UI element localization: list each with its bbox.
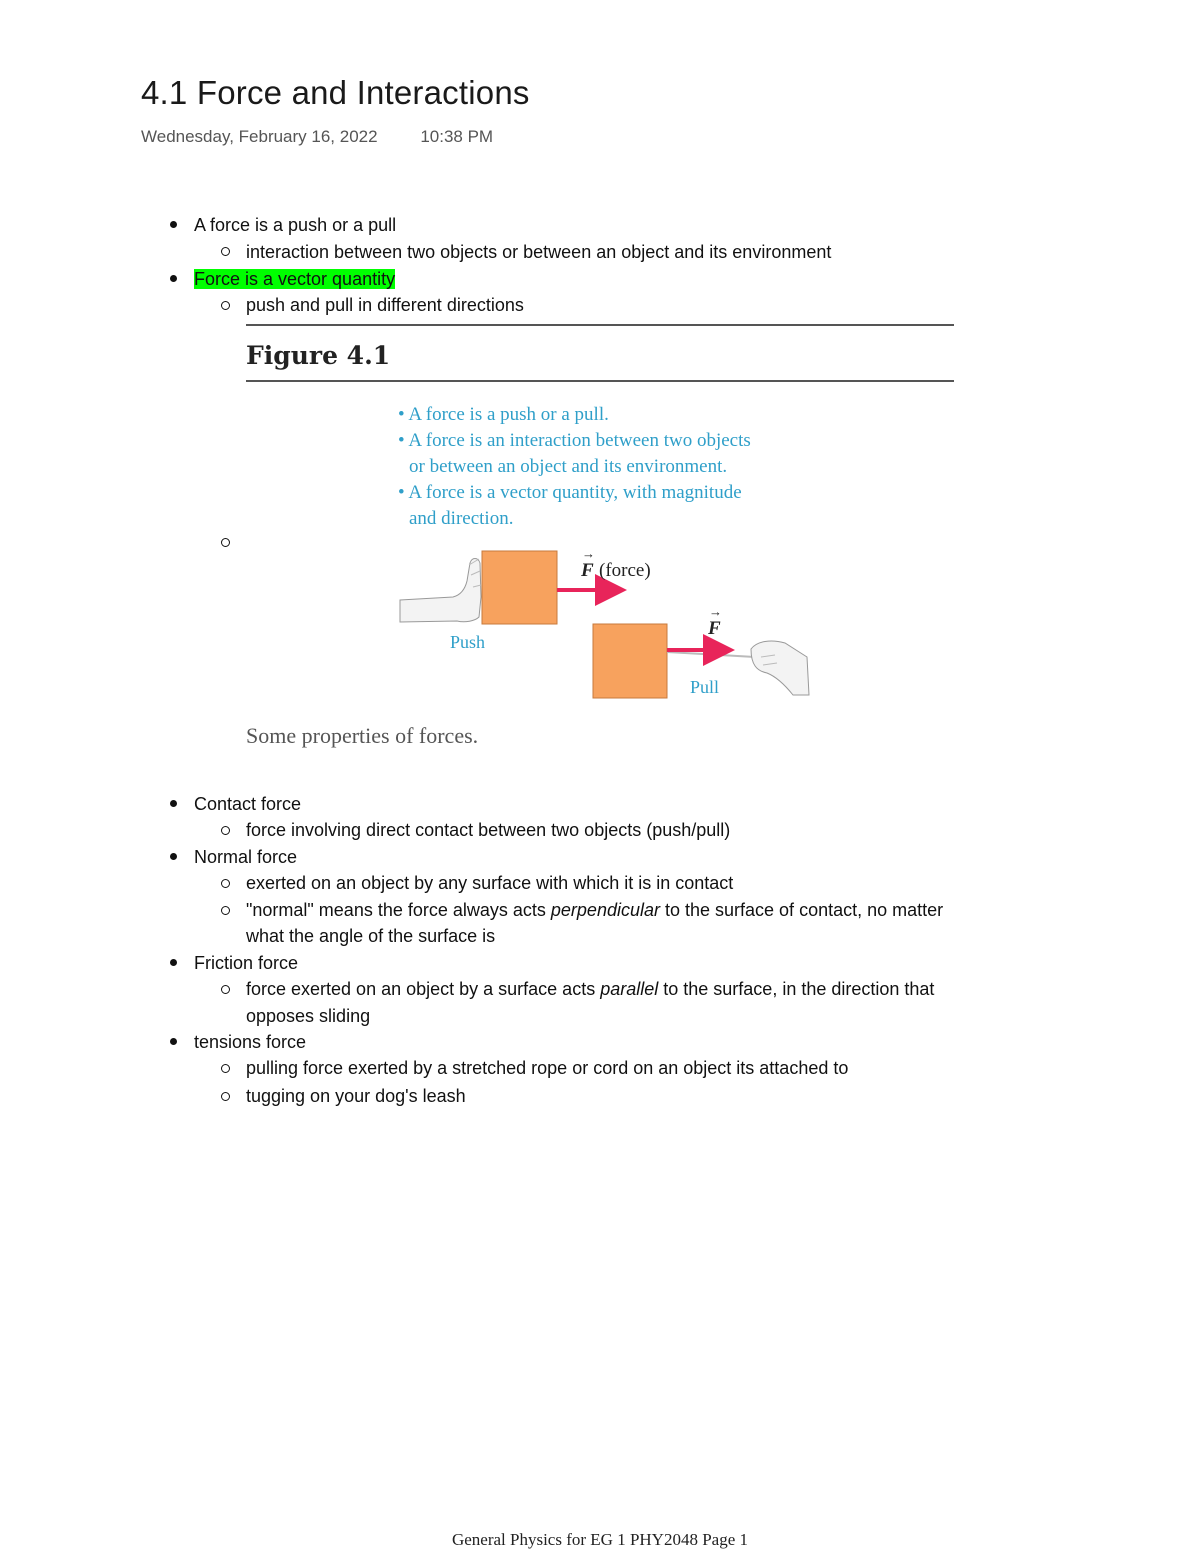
highlighted-text: Force is a vector quantity [194, 269, 396, 289]
vector-arrow-glyph: → [582, 546, 595, 561]
bullet-dot [170, 959, 177, 966]
bullet-circle [221, 247, 230, 256]
note-vector-quantity [194, 266, 395, 292]
text-segment: to the surface, in the direction that [658, 979, 935, 999]
figure-label: Figure 4.1 [246, 341, 391, 370]
figure-property: • A force is a vector quantity, with magnitude [398, 482, 742, 503]
force-label: (force) [599, 560, 651, 581]
note-tension-desc: pulling force exerted by a stretched rope or cord on an object its attached to [246, 1058, 849, 1078]
rope [667, 652, 755, 657]
bullet-circle [221, 826, 230, 835]
bullet-circle [221, 879, 230, 888]
vector-arrow-glyph: → [709, 604, 722, 619]
page-title: 4.1 Force and Interactions [141, 74, 530, 111]
push-box [482, 551, 557, 624]
page-time: 10:38 PM [420, 127, 494, 146]
note-normal-force: Normal force [194, 847, 298, 867]
note-friction-desc [246, 976, 934, 1002]
push-pull-diagram [395, 545, 815, 705]
bullet-dot [170, 853, 177, 860]
text-segment: force exerted on an object by a surface acts [246, 979, 601, 999]
bullet-circle [221, 985, 230, 994]
note-contact-desc: force involving direct contact between two objects (push/pull) [246, 820, 731, 840]
figure-property: • A force is a push or a pull. [398, 404, 609, 425]
figure-bottom-rule [246, 380, 954, 382]
text-segment: to the surface of contact, no matter [659, 900, 944, 920]
figure-properties [398, 402, 751, 532]
note-interaction: interaction between two objects or between an object and its environment [246, 242, 832, 262]
figure-property: and direction. [409, 508, 514, 529]
figure-property: • A force is an interaction between two objects [398, 430, 751, 451]
page-meta [141, 127, 493, 147]
page-date: Wednesday, February 16, 2022 [141, 127, 378, 146]
note-contact-force: Contact force [194, 794, 302, 814]
figure-property: or between an object and its environment. [409, 456, 728, 477]
bullet-circle [221, 1064, 230, 1073]
note-friction-desc-cont: opposes sliding [246, 1006, 371, 1026]
page-footer: General Physics for EG 1 PHY2048 Page 1 [451, 1530, 749, 1549]
note-tension-example: tugging on your dog's leash [246, 1086, 466, 1106]
figure-caption: Some properties of forces. [246, 723, 479, 748]
pushing-hand-icon [400, 559, 481, 623]
note-directions: push and pull in different directions [246, 295, 524, 315]
note-normal-meaning [246, 897, 943, 923]
emphasized-text: perpendicular [550, 900, 660, 920]
note-tension-force: tensions force [194, 1032, 307, 1052]
figure-top-rule [246, 324, 954, 326]
bullet-circle [221, 1092, 230, 1101]
bullet-circle [221, 906, 230, 915]
pull-label: Pull [690, 677, 720, 697]
pulling-hand-icon [751, 641, 809, 695]
note-friction-force: Friction force [194, 953, 299, 973]
bullet-circle [221, 301, 230, 310]
bullet-dot [170, 221, 177, 228]
note-push-pull: A force is a push or a pull [194, 215, 397, 235]
force-symbol: F [581, 560, 594, 581]
bullet-circle [221, 538, 230, 547]
bullet-dot [170, 275, 177, 282]
push-label: Push [450, 632, 486, 652]
force-symbol: F [708, 618, 721, 639]
text-segment: "normal" means the force always acts [246, 900, 551, 920]
note-normal-desc: exerted on an object by any surface with which it is in contact [246, 873, 734, 893]
emphasized-text: parallel [600, 979, 659, 999]
bullet-dot [170, 800, 177, 807]
note-normal-meaning-cont: what the angle of the surface is [246, 926, 496, 946]
pull-box [593, 624, 667, 698]
bullet-dot [170, 1038, 177, 1045]
